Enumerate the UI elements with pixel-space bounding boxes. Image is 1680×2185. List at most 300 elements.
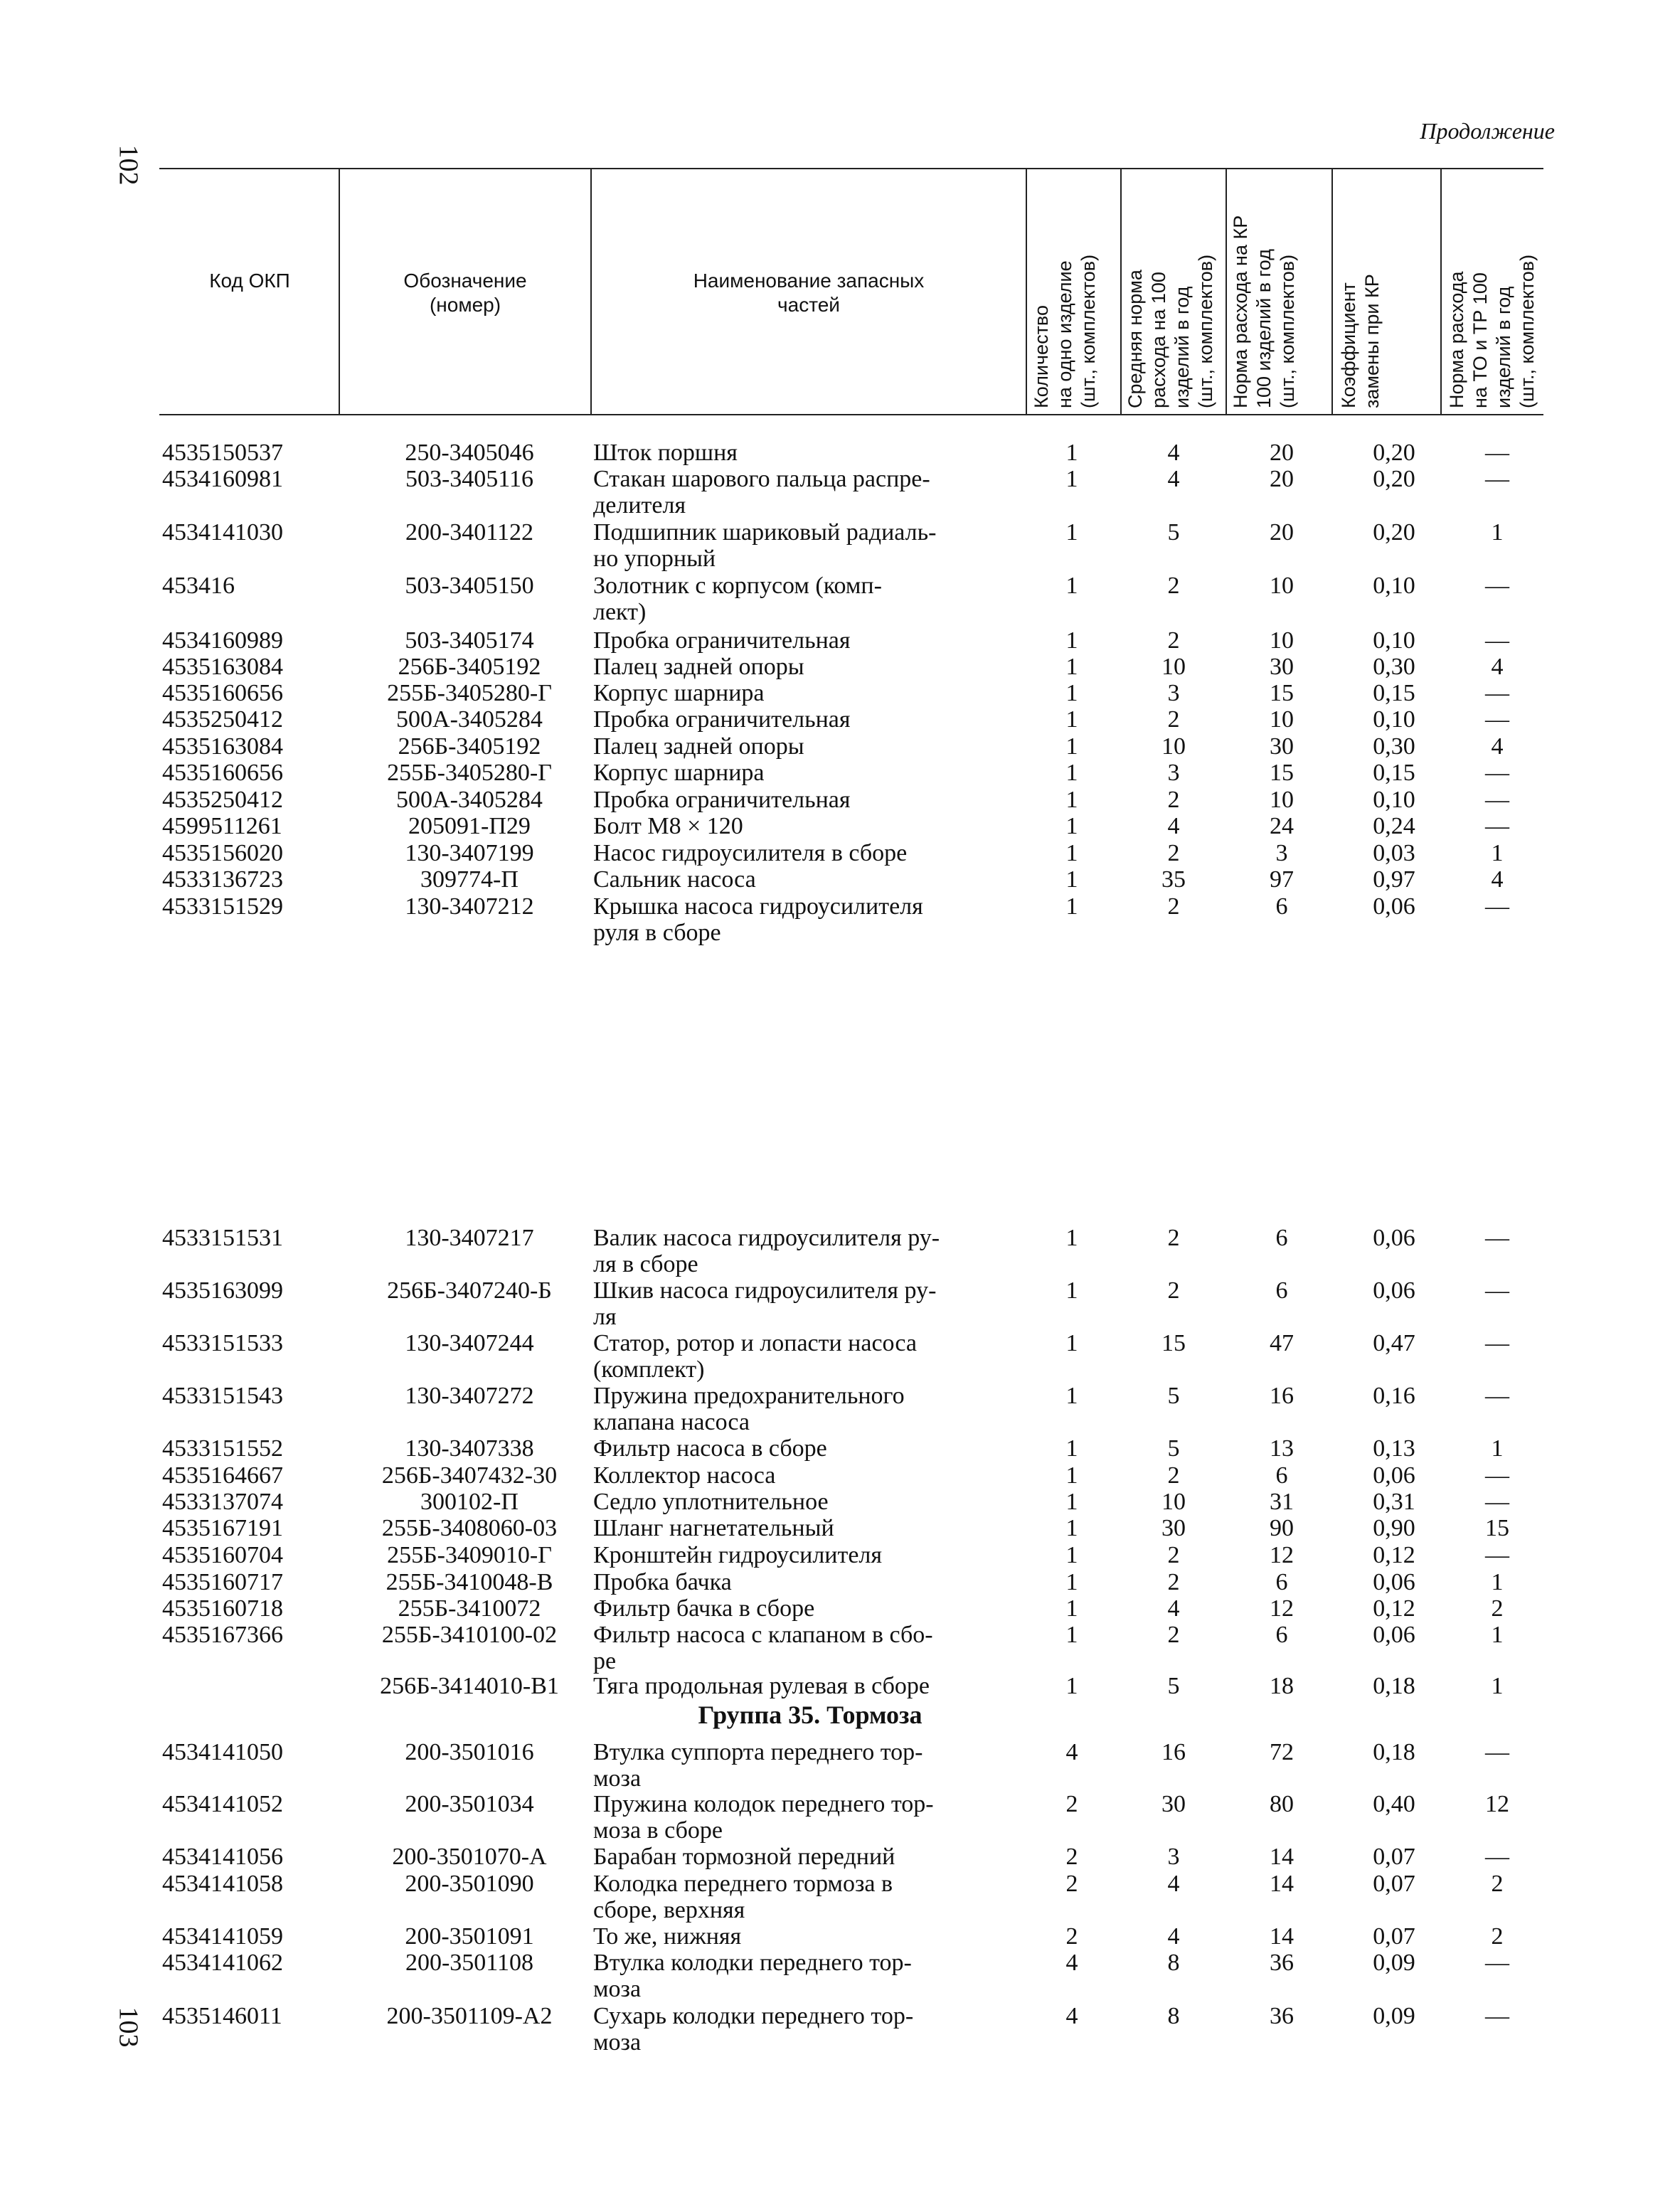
avg-rate-cell: 5	[1167, 1435, 1180, 1462]
avg-rate-cell: 15	[1161, 1330, 1186, 1356]
part-name-cell: Фильтр насоса с клапаном в сбо- ре	[593, 1622, 933, 1674]
qty-per-unit-cell: 1	[1065, 1435, 1078, 1462]
designation-cell: 130-3407244	[405, 1330, 534, 1356]
qty-per-unit-cell: 1	[1065, 1673, 1078, 1699]
kr-coef-cell: 0,12	[1373, 1595, 1415, 1622]
to-rate-cell: 1	[1491, 519, 1504, 546]
avg-rate-cell: 10	[1161, 654, 1186, 680]
kr-rate-cell: 20	[1270, 519, 1294, 546]
okp-code-cell: 4534141062	[162, 1950, 283, 1976]
kr-coef-cell: 0,97	[1373, 866, 1415, 893]
kr-coef-cell: 0,06	[1373, 893, 1415, 920]
kr-coef-cell: 0,20	[1373, 440, 1415, 466]
okp-code-cell: 4535160717	[162, 1569, 283, 1595]
kr-rate-cell: 36	[1270, 2003, 1294, 2029]
part-name-cell: Кронштейн гидроусилителя	[593, 1542, 883, 1568]
qty-per-unit-cell: 1	[1065, 627, 1078, 654]
to-rate-cell: —	[1485, 760, 1509, 786]
to-rate-cell: 2	[1491, 1871, 1504, 1897]
qty-per-unit-cell: 1	[1065, 866, 1078, 893]
designation-cell: 309774-П	[420, 866, 519, 893]
table-row	[0, 2003, 1680, 2054]
qty-per-unit-cell: 1	[1065, 1277, 1078, 1304]
avg-rate-cell: 2	[1167, 573, 1180, 599]
qty-per-unit-cell: 2	[1065, 1844, 1078, 1870]
designation-cell: 200-3501070-А	[392, 1844, 547, 1870]
part-name-cell: Колодка переднего тормоза в сборе, верхняя	[593, 1871, 893, 1923]
avg-rate-cell: 4	[1167, 813, 1180, 839]
avg-rate-cell: 10	[1161, 1489, 1186, 1515]
part-name-cell: Фильтр бачка в сборе	[593, 1595, 815, 1622]
kr-coef-cell: 0,31	[1373, 1489, 1415, 1515]
kr-rate-cell: 13	[1270, 1435, 1294, 1462]
qty-per-unit-cell: 1	[1065, 1330, 1078, 1356]
okp-code-cell: 4534160981	[162, 466, 283, 492]
designation-cell: 200-3501016	[405, 1739, 534, 1765]
table-row	[0, 1622, 1680, 1673]
okp-code-cell: 4535146011	[162, 2003, 282, 2029]
avg-rate-cell: 4	[1167, 1923, 1180, 1950]
kr-coef-cell: 0,10	[1373, 627, 1415, 654]
avg-rate-cell: 16	[1161, 1739, 1186, 1765]
kr-rate-cell: 20	[1270, 466, 1294, 492]
avg-rate-cell: 5	[1167, 1673, 1180, 1699]
header-kr-rate: Норма расхода на КР 100 изделий в год (шт., комплектов)	[1230, 215, 1298, 408]
okp-code-cell: 4534141058	[162, 1871, 283, 1897]
to-rate-cell: —	[1485, 706, 1509, 733]
designation-cell: 200-3501108	[405, 1950, 534, 1976]
table-row	[0, 519, 1680, 570]
kr-rate-cell: 6	[1275, 1277, 1288, 1304]
kr-rate-cell: 6	[1275, 893, 1288, 920]
part-name-cell: Шланг нагнетательный	[593, 1515, 834, 1541]
to-rate-cell: —	[1485, 787, 1509, 813]
designation-cell: 200-3501090	[405, 1871, 534, 1897]
kr-coef-cell: 0,24	[1373, 813, 1415, 839]
qty-per-unit-cell: 1	[1065, 706, 1078, 733]
designation-cell: 255Б-3410100-02	[381, 1622, 558, 1648]
part-name-cell: Тяга продольная рулевая в сборе	[593, 1673, 930, 1699]
kr-rate-cell: 10	[1270, 573, 1294, 599]
designation-cell: 256Б-3407432-30	[381, 1462, 558, 1489]
part-name-cell: Стакан шарового пальца распре- делителя	[593, 466, 930, 519]
kr-coef-cell: 0,15	[1373, 680, 1415, 706]
okp-code-cell: 4534141052	[162, 1791, 283, 1817]
kr-coef-cell: 0,06	[1373, 1225, 1415, 1251]
part-name-cell: Сухарь колодки переднего тор- моза	[593, 2003, 914, 2056]
qty-per-unit-cell: 1	[1065, 733, 1078, 760]
designation-cell: 200-3501091	[405, 1923, 534, 1950]
okp-code-cell: 4534160989	[162, 627, 283, 654]
header-kr-coef: Коэффициент замены при КР	[1338, 274, 1383, 408]
designation-cell: 255Б-3409010-Г	[387, 1542, 552, 1568]
to-rate-cell: 2	[1491, 1923, 1504, 1950]
kr-coef-cell: 0,15	[1373, 760, 1415, 786]
kr-rate-cell: 3	[1275, 840, 1288, 866]
designation-cell: 300102-П	[420, 1489, 519, 1515]
part-name-cell: То же, нижняя	[593, 1923, 742, 1950]
kr-rate-cell: 80	[1270, 1791, 1294, 1817]
avg-rate-cell: 2	[1167, 1225, 1180, 1251]
okp-code-cell: 4534141059	[162, 1923, 283, 1950]
designation-cell: 255Б-3405280-Г	[387, 680, 552, 706]
avg-rate-cell: 10	[1161, 733, 1186, 760]
kr-rate-cell: 16	[1270, 1383, 1294, 1409]
kr-rate-cell: 31	[1270, 1489, 1294, 1515]
avg-rate-cell: 3	[1167, 1844, 1180, 1870]
header-to-rate: Норма расхода на ТО и ТР 100 изделий в год (шт., комплектов)	[1446, 254, 1538, 408]
designation-cell: 200-3401122	[405, 519, 534, 546]
designation-cell: 255Б-3408060-03	[381, 1515, 558, 1541]
to-rate-cell: 4	[1491, 733, 1504, 760]
to-rate-cell: 12	[1485, 1791, 1509, 1817]
header-divider	[1120, 168, 1122, 414]
part-name-cell: Втулка колодки переднего тор- моза	[593, 1950, 912, 2002]
header-code: Код ОКП	[209, 270, 290, 292]
kr-coef-cell: 0,07	[1373, 1923, 1415, 1950]
okp-code-cell: 4535163099	[162, 1277, 283, 1304]
part-name-cell: Пробка бачка	[593, 1569, 732, 1595]
kr-rate-cell: 24	[1270, 813, 1294, 839]
kr-rate-cell: 15	[1270, 760, 1294, 786]
avg-rate-cell: 8	[1167, 2003, 1180, 2029]
kr-rate-cell: 10	[1270, 627, 1294, 654]
header-bottom-rule	[159, 414, 1543, 415]
kr-rate-cell: 15	[1270, 680, 1294, 706]
to-rate-cell: —	[1485, 466, 1509, 492]
header-top-rule	[159, 168, 1543, 169]
avg-rate-cell: 2	[1167, 1542, 1180, 1568]
kr-rate-cell: 6	[1275, 1569, 1288, 1595]
header-divider	[1026, 168, 1027, 414]
part-name-cell: Пружина колодок переднего тор- моза в сборе	[593, 1791, 934, 1844]
header-qty-per-unit: Количество на одно изделие (шт., комплектов)	[1031, 254, 1099, 408]
kr-rate-cell: 10	[1270, 787, 1294, 813]
okp-code-cell: 4535250412	[162, 787, 283, 813]
to-rate-cell: —	[1485, 1489, 1509, 1515]
kr-rate-cell: 90	[1270, 1515, 1294, 1541]
designation-cell: 500А-3405284	[396, 706, 543, 733]
to-rate-cell: 4	[1491, 654, 1504, 680]
qty-per-unit-cell: 4	[1065, 1950, 1078, 1976]
designation-cell: 255Б-3410048-В	[386, 1569, 553, 1595]
kr-rate-cell: 10	[1270, 706, 1294, 733]
to-rate-cell: 1	[1491, 1435, 1504, 1462]
part-name-cell: Корпус шарнира	[593, 680, 765, 706]
kr-coef-cell: 0,18	[1373, 1673, 1415, 1699]
table-row	[0, 573, 1680, 624]
to-rate-cell: —	[1485, 1225, 1509, 1251]
qty-per-unit-cell: 1	[1065, 1515, 1078, 1541]
designation-cell: 503-3405174	[405, 627, 534, 654]
designation-cell: 255Б-3405280-Г	[387, 760, 552, 786]
avg-rate-cell: 2	[1167, 1569, 1180, 1595]
to-rate-cell: 2	[1491, 1595, 1504, 1622]
qty-per-unit-cell: 1	[1065, 440, 1078, 466]
page-number-top: 102	[113, 144, 144, 186]
part-name-cell: Пробка ограничительная	[593, 787, 851, 813]
kr-coef-cell: 0,10	[1373, 787, 1415, 813]
kr-coef-cell: 0,06	[1373, 1277, 1415, 1304]
qty-per-unit-cell: 2	[1065, 1791, 1078, 1817]
kr-coef-cell: 0,40	[1373, 1791, 1415, 1817]
okp-code-cell: 4535150537	[162, 440, 283, 466]
kr-coef-cell: 0,06	[1373, 1569, 1415, 1595]
designation-cell: 200-3501034	[405, 1791, 534, 1817]
kr-coef-cell: 0,90	[1373, 1515, 1415, 1541]
qty-per-unit-cell: 1	[1065, 519, 1078, 546]
avg-rate-cell: 2	[1167, 787, 1180, 813]
qty-per-unit-cell: 4	[1065, 1739, 1078, 1765]
okp-code-cell: 4535163084	[162, 733, 283, 760]
part-name-cell: Насос гидроусилителя в сборе	[593, 840, 908, 866]
to-rate-cell: 15	[1485, 1515, 1509, 1541]
to-rate-cell: —	[1485, 1739, 1509, 1765]
kr-rate-cell: 6	[1275, 1462, 1288, 1489]
to-rate-cell: —	[1485, 1330, 1509, 1356]
kr-coef-cell: 0,20	[1373, 519, 1415, 546]
avg-rate-cell: 5	[1167, 519, 1180, 546]
okp-code-cell: 4535160656	[162, 760, 283, 786]
qty-per-unit-cell: 1	[1065, 893, 1078, 920]
part-name-cell: Пружина предохранительного клапана насоса	[593, 1383, 905, 1435]
qty-per-unit-cell: 1	[1065, 1383, 1078, 1409]
qty-per-unit-cell: 1	[1065, 1542, 1078, 1568]
header-divider	[590, 168, 592, 414]
table-row	[0, 1225, 1680, 1276]
okp-code-cell: 4533136723	[162, 866, 283, 893]
kr-rate-cell: 14	[1270, 1923, 1294, 1950]
okp-code-cell: 4533151533	[162, 1330, 283, 1356]
designation-cell: 250-3405046	[405, 440, 534, 466]
avg-rate-cell: 2	[1167, 706, 1180, 733]
designation-cell: 256Б-3407240-Б	[387, 1277, 552, 1304]
designation-cell: 200-3501109-А2	[386, 2003, 553, 2029]
to-rate-cell: 1	[1491, 1673, 1504, 1699]
kr-rate-cell: 14	[1270, 1844, 1294, 1870]
part-name-cell: Барабан тормозной передний	[593, 1844, 895, 1870]
to-rate-cell: —	[1485, 1277, 1509, 1304]
kr-rate-cell: 18	[1270, 1673, 1294, 1699]
kr-rate-cell: 97	[1270, 866, 1294, 893]
okp-code-cell: 4535163084	[162, 654, 283, 680]
part-name-cell: Статор, ротор и лопасти насоса (комплект)	[593, 1330, 917, 1383]
kr-rate-cell: 72	[1270, 1739, 1294, 1765]
designation-cell: 130-3407272	[405, 1383, 534, 1409]
okp-code-cell: 4535156020	[162, 840, 283, 866]
to-rate-cell: —	[1485, 1383, 1509, 1409]
part-name-cell: Коллектор насоса	[593, 1462, 776, 1489]
avg-rate-cell: 2	[1167, 840, 1180, 866]
to-rate-cell: —	[1485, 1844, 1509, 1870]
okp-code-cell: 4533137074	[162, 1489, 283, 1515]
part-name-cell: Корпус шарнира	[593, 760, 765, 786]
avg-rate-cell: 2	[1167, 1277, 1180, 1304]
qty-per-unit-cell: 1	[1065, 654, 1078, 680]
okp-code-cell: 4534141056	[162, 1844, 283, 1870]
kr-coef-cell: 0,09	[1373, 1950, 1415, 1976]
part-name-cell: Подшипник шариковый радиаль- но упорный	[593, 519, 937, 572]
qty-per-unit-cell: 1	[1065, 813, 1078, 839]
qty-per-unit-cell: 1	[1065, 787, 1078, 813]
qty-per-unit-cell: 1	[1065, 840, 1078, 866]
table-row	[0, 1950, 1680, 2001]
to-rate-cell: —	[1485, 893, 1509, 920]
part-name-cell: Фильтр насоса в сборе	[593, 1435, 827, 1462]
kr-coef-cell: 0,18	[1373, 1739, 1415, 1765]
kr-coef-cell: 0,13	[1373, 1435, 1415, 1462]
kr-coef-cell: 0,20	[1373, 466, 1415, 492]
kr-coef-cell: 0,03	[1373, 840, 1415, 866]
kr-rate-cell: 36	[1270, 1950, 1294, 1976]
table-row	[0, 1383, 1680, 1434]
avg-rate-cell: 30	[1161, 1515, 1186, 1541]
table-row	[0, 893, 1680, 945]
qty-per-unit-cell: 1	[1065, 573, 1078, 599]
avg-rate-cell: 4	[1167, 440, 1180, 466]
avg-rate-cell: 4	[1167, 1595, 1180, 1622]
part-name-cell: Шток поршня	[593, 440, 738, 466]
avg-rate-cell: 3	[1167, 760, 1180, 786]
kr-coef-cell: 0,10	[1373, 573, 1415, 599]
to-rate-cell: 1	[1491, 840, 1504, 866]
kr-rate-cell: 47	[1270, 1330, 1294, 1356]
qty-per-unit-cell: 1	[1065, 1462, 1078, 1489]
kr-rate-cell: 6	[1275, 1622, 1288, 1648]
avg-rate-cell: 35	[1161, 866, 1186, 893]
avg-rate-cell: 3	[1167, 680, 1180, 706]
part-name-cell: Крышка насоса гидроусилителя руля в сборе	[593, 893, 923, 946]
part-name-cell: Седло уплотнительное	[593, 1489, 829, 1515]
designation-cell: 255Б-3410072	[398, 1595, 541, 1622]
okp-code-cell: 4535167191	[162, 1515, 283, 1541]
okp-code-cell: 4534141030	[162, 519, 283, 546]
qty-per-unit-cell: 1	[1065, 1622, 1078, 1648]
part-name-cell: Шкив насоса гидроусилителя ру- ля	[593, 1277, 937, 1330]
kr-rate-cell: 30	[1270, 733, 1294, 760]
okp-code-cell: 4535160656	[162, 680, 283, 706]
group-heading: Группа 35. Тормоза	[698, 1701, 923, 1729]
qty-per-unit-cell: 4	[1065, 2003, 1078, 2029]
part-name-cell: Палец задней опоры	[593, 654, 804, 680]
continuation-label: Продолжение	[1420, 118, 1555, 144]
okp-code-cell: 4533151552	[162, 1435, 283, 1462]
kr-coef-cell: 0,09	[1373, 2003, 1415, 2029]
part-name-cell: Пробка ограничительная	[593, 706, 851, 733]
kr-coef-cell: 0,30	[1373, 733, 1415, 760]
to-rate-cell: —	[1485, 627, 1509, 654]
qty-per-unit-cell: 2	[1065, 1923, 1078, 1950]
header-avg-rate: Средняя норма расхода на 100 изделий в год (шт., комплектов)	[1125, 254, 1216, 408]
designation-cell: 503-3405116	[405, 466, 534, 492]
to-rate-cell: 1	[1491, 1622, 1504, 1648]
avg-rate-cell: 4	[1167, 1871, 1180, 1897]
designation-cell: 130-3407199	[405, 840, 534, 866]
designation-cell: 256Б-3414010-В1	[380, 1673, 559, 1699]
designation-cell: 130-3407217	[405, 1225, 534, 1251]
table-row	[0, 1330, 1680, 1381]
okp-code-cell: 453416	[162, 573, 235, 599]
part-name-cell: Втулка суппорта переднего тор- моза	[593, 1739, 923, 1792]
table-row	[0, 1871, 1680, 1922]
header-divider	[1226, 168, 1227, 414]
okp-code-cell: 4533151529	[162, 893, 283, 920]
table-row	[0, 1739, 1680, 1790]
kr-coef-cell: 0,06	[1373, 1622, 1415, 1648]
designation-cell: 503-3405150	[405, 573, 534, 599]
header-divider	[1331, 168, 1333, 414]
table-row	[0, 466, 1680, 517]
qty-per-unit-cell: 1	[1065, 760, 1078, 786]
qty-per-unit-cell: 2	[1065, 1871, 1078, 1897]
kr-rate-cell: 12	[1270, 1595, 1294, 1622]
to-rate-cell: —	[1485, 1542, 1509, 1568]
part-name-cell: Золотник с корпусом (комп- лект)	[593, 573, 882, 625]
designation-cell: 500А-3405284	[396, 787, 543, 813]
avg-rate-cell: 2	[1167, 893, 1180, 920]
kr-rate-cell: 30	[1270, 654, 1294, 680]
okp-code-cell: 4535250412	[162, 706, 283, 733]
header-divider	[1440, 168, 1442, 414]
okp-code-cell: 4534141050	[162, 1739, 283, 1765]
designation-cell: 205091-П29	[408, 813, 531, 839]
okp-code-cell: 4599511261	[162, 813, 282, 839]
part-name-cell: Валик насоса гидроусилителя ру- ля в сборе	[593, 1225, 940, 1277]
kr-rate-cell: 6	[1275, 1225, 1288, 1251]
kr-coef-cell: 0,06	[1373, 1462, 1415, 1489]
header-divider	[339, 168, 340, 414]
to-rate-cell: —	[1485, 2003, 1509, 2029]
page-number-bottom: 103	[113, 2006, 144, 2048]
kr-coef-cell: 0,10	[1373, 706, 1415, 733]
to-rate-cell: 1	[1491, 1569, 1504, 1595]
kr-coef-cell: 0,07	[1373, 1844, 1415, 1870]
header-designation: Обозначение (номер)	[403, 270, 527, 316]
to-rate-cell: 4	[1491, 866, 1504, 893]
qty-per-unit-cell: 1	[1065, 1225, 1078, 1251]
to-rate-cell: —	[1485, 1462, 1509, 1489]
kr-coef-cell: 0,30	[1373, 654, 1415, 680]
qty-per-unit-cell: 1	[1065, 680, 1078, 706]
designation-cell: 256Б-3405192	[398, 733, 541, 760]
to-rate-cell: —	[1485, 813, 1509, 839]
header-name: Наименование запасных частей	[693, 270, 925, 316]
avg-rate-cell: 2	[1167, 1622, 1180, 1648]
avg-rate-cell: 8	[1167, 1950, 1180, 1976]
designation-cell: 130-3407212	[405, 893, 534, 920]
qty-per-unit-cell: 1	[1065, 1569, 1078, 1595]
avg-rate-cell: 4	[1167, 466, 1180, 492]
okp-code-cell: 4533151543	[162, 1383, 283, 1409]
kr-coef-cell: 0,12	[1373, 1542, 1415, 1568]
part-name-cell: Палец задней опоры	[593, 733, 804, 760]
table-row	[0, 1277, 1680, 1329]
kr-rate-cell: 14	[1270, 1871, 1294, 1897]
avg-rate-cell: 5	[1167, 1383, 1180, 1409]
part-name-cell: Болт М8 × 120	[593, 813, 743, 839]
kr-coef-cell: 0,47	[1373, 1330, 1415, 1356]
kr-rate-cell: 20	[1270, 440, 1294, 466]
kr-coef-cell: 0,16	[1373, 1383, 1415, 1409]
part-name-cell: Сальник насоса	[593, 866, 756, 893]
qty-per-unit-cell: 1	[1065, 1595, 1078, 1622]
kr-rate-cell: 12	[1270, 1542, 1294, 1568]
kr-coef-cell: 0,07	[1373, 1871, 1415, 1897]
qty-per-unit-cell: 1	[1065, 1489, 1078, 1515]
okp-code-cell: 4535160704	[162, 1542, 283, 1568]
okp-code-cell: 4533151531	[162, 1225, 283, 1251]
designation-cell: 130-3407338	[405, 1435, 534, 1462]
